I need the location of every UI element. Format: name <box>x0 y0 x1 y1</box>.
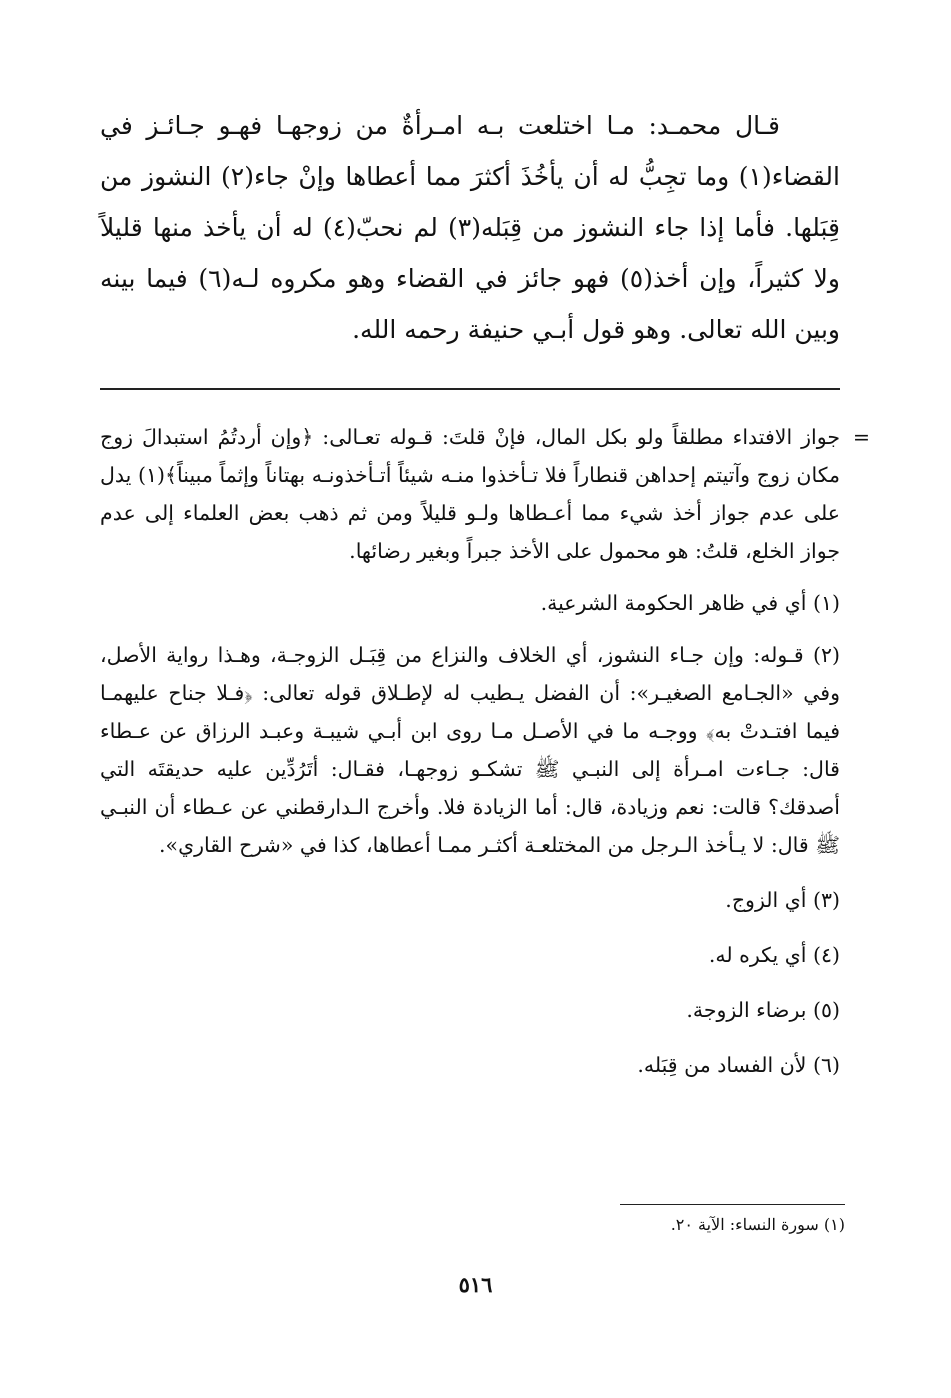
note-4: (٤) أي يكره له. <box>708 943 840 967</box>
commentary-continuation <box>100 418 870 570</box>
footnote: (١) سورة النساء: الآية ٢٠. <box>670 1215 845 1234</box>
page-number: ٥١٦ <box>458 1272 493 1297</box>
note-5: (٥) برضاء الزوجة. <box>686 998 840 1022</box>
commentary-continuation-text: جواز الافتداء مطلقاً ولو بكل المال، فإنْ قلتَ: قـوله تعـالى: ﴿وإن أردتُمُ استبدالَ زوج مكان زوج وآتيتم إحداهن قنطاراً فلا تـأخذوا منـه شيئاً أتـأخذونـه بهتاناً وإثماً مبيناً﴾(١) يدل على عدم جواز أخذ شيء مما أعـطاها ولـو قليلاً ومن ثم ذهب بعض العلماء إلى عدم جواز الخلع، قلتُ: هو محمول على الأخذ جبراً وبغير رضائها. <box>100 425 840 563</box>
note-3: (٣) أي الزوج. <box>725 888 840 912</box>
note-1: (١) أي في ظاهر الحكومة الشرعية. <box>540 591 840 615</box>
main-text-block <box>100 100 840 355</box>
notes-divider <box>100 388 840 390</box>
main-paragraph: قـال محمـد: مـا اختلعت بـه امـرأةٌ من زوجهـا فهـو جـائـز في القضاء(١) وما تجِبُّ له أن يأخُذَ أكثرَ مما أعطاها وإنْ جاء(٢) النشوز من قِبَلها. فأما إذا جاء النشوز من قِبَله(٣) لم نحبّ(٤) له أن يأخذ منها قليلاً ولا كثيراً، وإن أخذ(٥) فهو جائز في القضاء وهو مكروه لـه(٦) فيما بينه وبين الله تعالى. وهو قول أبـي حنيفة رحمه الله. <box>100 111 840 344</box>
continuation-mark: = <box>852 425 870 449</box>
footnote-divider <box>620 1204 845 1205</box>
commentary-notes <box>100 418 870 1084</box>
note-6: (٦) لأن الفساد من قِبَله. <box>637 1053 840 1077</box>
main-paragraph-wrap <box>100 100 840 355</box>
note-2: (٢) قـوله: وإن جـاء النشوز، أي الخلاف والنزاع من قِبَـل الزوجـة، وهـذا رواية الأصل، وفي «الجـامع الصغيـر»: أن الفضل يـطيب له لإطـلاق قوله تعالى: ﴿فـلا جناح عليهمـا فيما افتـدتْ به﴾ ووجـه ما في الأصـل مـا روى ابن أبـي شيبـة وعبـد الرزاق عن عـطاء قال: جـاءت امـرأة إلى النبـي ﷺ تشكـو زوجهـا، فقـال: أتَرُدِّين عليه حديقتَه التي أصدقك؟ قالت: نعم وزيادة، قال: أما الزيادة فلا. وأخرج الـدارقطني عن عـطاء أن النبـي ﷺ قال: لا يـأخذ الـرجل من المختلعـة أكثـر ممـا أعطاها، كذا في «شرح القاري». <box>100 643 840 857</box>
